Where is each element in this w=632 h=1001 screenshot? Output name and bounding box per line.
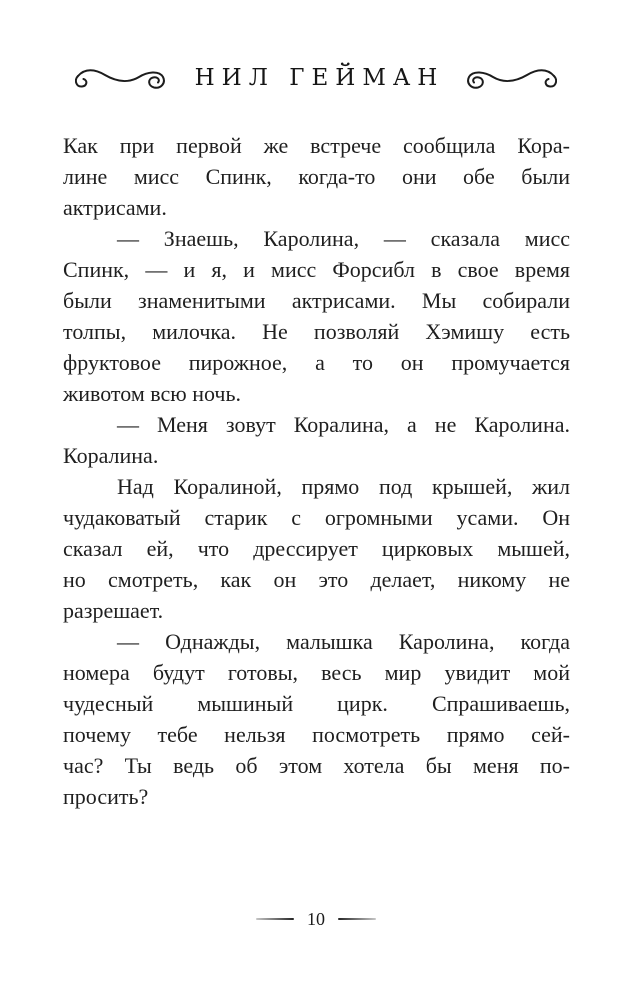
text-line: Спинк, — и я, и мисс Форсибл в свое время [63, 257, 570, 282]
text-content [63, 130, 570, 812]
text-line: но смотреть, как он это делает, никому не [63, 567, 570, 592]
text-line: — Меня зовут Коралина, а не Каролина. [117, 412, 570, 437]
text-line: — Однажды, малышка Каролина, когда [117, 629, 570, 654]
flourish-right-icon [462, 62, 557, 94]
text-line: сказал ей, что дрессирует цирковых мышей, [63, 536, 570, 561]
paragraph [63, 409, 570, 471]
text-line: разрешает. [63, 598, 164, 623]
text-line: просить? [63, 784, 149, 809]
text-line: лине мисс Спинк, когда-то они обе были [63, 164, 570, 189]
flourish-left-icon [75, 62, 170, 94]
text-line: — Знаешь, Каролина, — сказала мисс [117, 226, 570, 251]
text-line: Как при первой же встрече сообщила Кора- [63, 133, 570, 158]
paragraph [63, 223, 570, 409]
text-line: были знаменитыми актрисами. Мы собирали [63, 288, 570, 313]
running-header [0, 62, 632, 94]
text-line: фруктовое пирожное, а то он промучается [63, 350, 570, 375]
text-line: Коралина. [63, 443, 159, 468]
text-line: животом всю ночь. [63, 381, 242, 406]
paragraph [63, 471, 570, 626]
paragraph [63, 626, 570, 812]
author-name: НИЛ ГЕЙМАН [194, 65, 445, 91]
footer-dash-right-icon [338, 918, 376, 920]
text-line: номера будут готовы, весь мир увидит мой [63, 660, 570, 685]
paragraph [63, 130, 570, 223]
text-line: чудаковатый старик с огромными усами. Он [63, 505, 570, 530]
text-line: чудесный мышиный цирк. Спрашиваешь, [63, 691, 570, 716]
text-line: Над Коралиной, прямо под крышей, жил [117, 474, 570, 499]
footer-dash-left-icon [256, 918, 294, 920]
text-line: почему тебе нельзя посмотреть прямо сей- [63, 722, 570, 747]
page-number: 10 [307, 909, 325, 929]
text-line: толпы, милочка. Не позволяй Хэмишу есть [63, 319, 570, 344]
page-footer [0, 910, 632, 928]
text-line: час? Ты ведь об этом хотела бы меня по- [63, 753, 570, 778]
text-line: актрисами. [63, 195, 167, 220]
